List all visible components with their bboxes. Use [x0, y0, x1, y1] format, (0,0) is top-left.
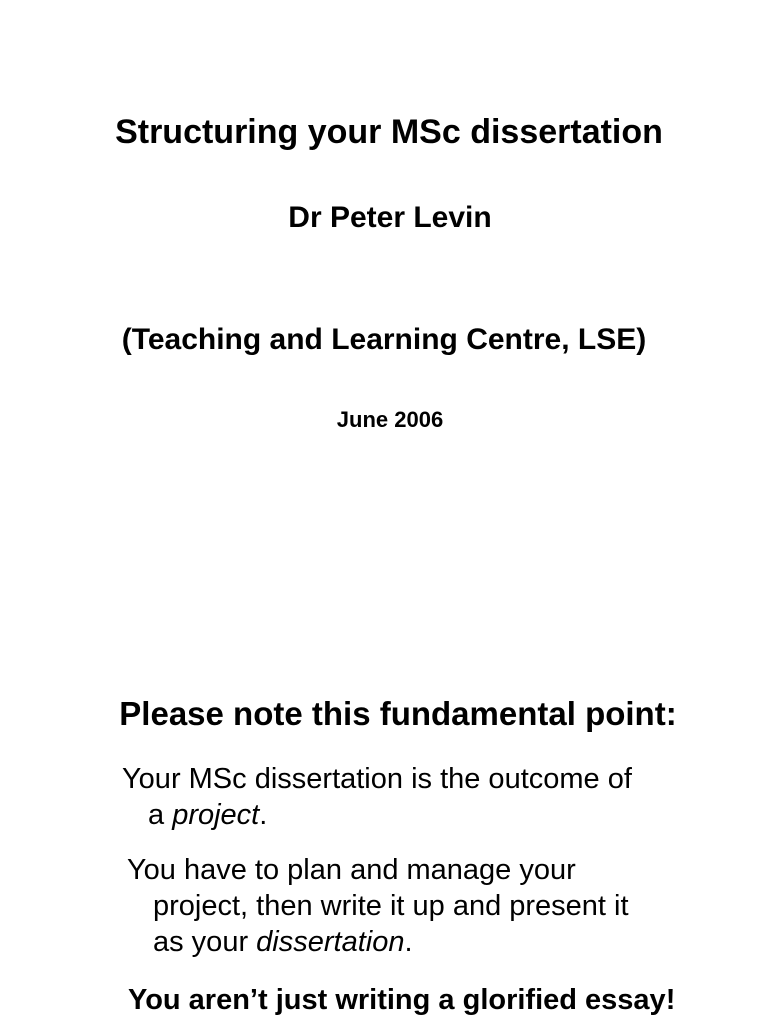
document-date: June 2006 — [336, 407, 444, 432]
paragraph-plan-manage-line2: project, then write it up and present it — [153, 890, 629, 922]
paragraph-plan-manage-line3-post: . — [404, 926, 413, 958]
paragraph-outcome-line2 — [122, 797, 632, 833]
document-title: Structuring your MSc dissertation — [115, 113, 663, 151]
paragraph-plan-manage-line1: You have to plan and manage your — [127, 854, 576, 886]
paragraph-glorified-essay — [128, 982, 675, 1018]
emphasis-project: project — [172, 799, 260, 831]
note-heading: Please note this fundamental point: — [119, 695, 677, 732]
paragraph-plan-manage — [127, 852, 629, 960]
paragraph-outcome — [122, 761, 632, 833]
paragraph-plan-manage-line3-pre: as your — [153, 926, 257, 958]
paragraph-glorified-essay-line1: You aren’t just writing a glorified essay! — [128, 984, 676, 1016]
author-name: Dr Peter Levin — [288, 201, 492, 234]
paragraph-outcome-line2-post: . — [259, 799, 268, 831]
paragraph-outcome-line1: Your MSc dissertation is the outcome of — [122, 763, 632, 795]
paragraph-outcome-line2-pre: a — [148, 799, 173, 831]
emphasis-dissertation: dissertation — [256, 926, 405, 958]
paragraph-plan-manage-line3 — [127, 924, 629, 960]
author-affiliation: (Teaching and Learning Centre, LSE) — [121, 323, 647, 356]
